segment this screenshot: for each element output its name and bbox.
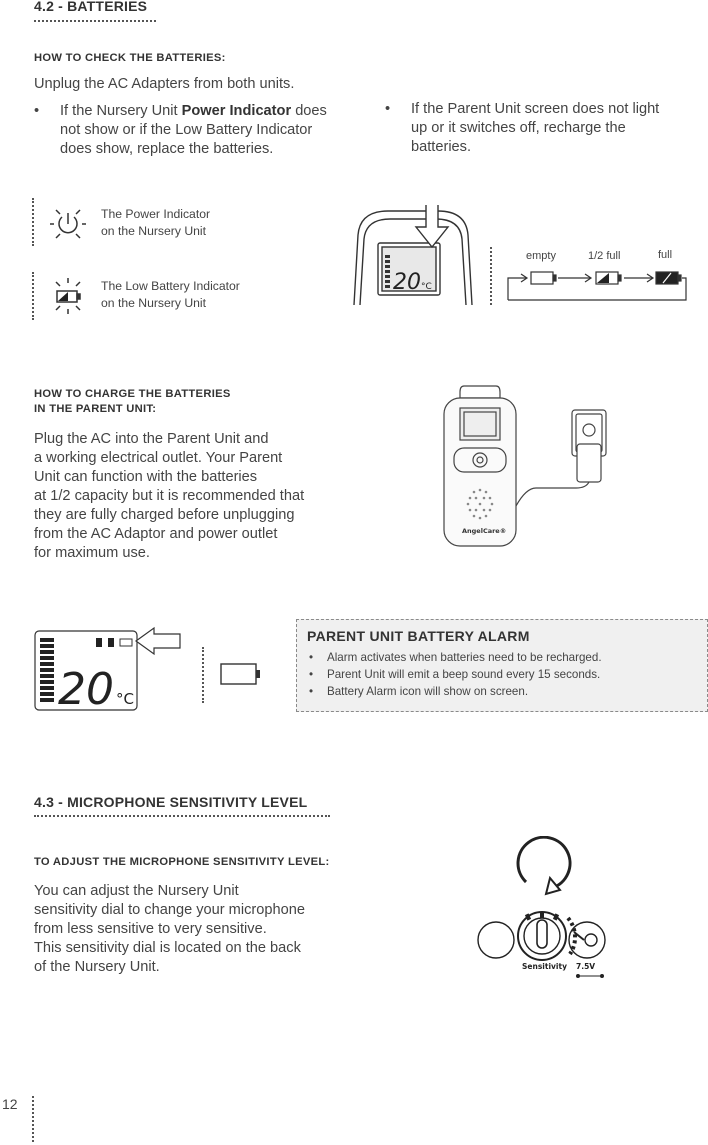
charge-heading: HOW TO CHARGE THE BATTERIES IN THE PARENT UNIT: xyxy=(34,388,231,415)
parent-unit-screen-illustration xyxy=(348,205,478,307)
bullet-item-nursery: • If the Nursery Unit Power Indicator does not show or if the Low Battery Indicator does show, replace the batteries. xyxy=(34,103,327,157)
list-item: • Parent Unit will emit a beep sound every 15 seconds. xyxy=(307,666,602,683)
list-item: • Alarm activates when batteries need to be recharged. xyxy=(307,649,602,666)
low-battery-indicator-icon xyxy=(48,276,88,316)
title-underline xyxy=(34,20,156,22)
bullet-item-parent: • If the Parent Unit screen does not light up or it switches off, recharge the batteries. xyxy=(385,101,660,155)
battery-level-full-label: full xyxy=(658,249,673,261)
battery-level-empty-label: empty xyxy=(526,250,556,262)
list-item: • Battery Alarm icon will show on screen. xyxy=(307,683,602,700)
svg-text:20: 20 xyxy=(58,664,114,714)
alarm-title: PARENT UNIT BATTERY ALARM xyxy=(307,628,530,644)
title-underline xyxy=(34,815,330,817)
parent-unit-charging-illustration xyxy=(436,380,616,550)
vertical-divider xyxy=(32,198,34,246)
battery-empty-icon xyxy=(531,272,553,284)
vertical-divider xyxy=(202,647,204,703)
charge-text: Plug the AC into the Parent Unit and a working electrical outlet. Your Parent Unit can function with the batteries at 1/2 capacity but it is recommended that they are fully charged before unplugging from the AC Adaptor and power outlet for maximum use. xyxy=(34,431,305,561)
sensitivity-dial-illustration xyxy=(470,836,620,986)
low-battery-caption: The Low Battery Indicator on the Nursery Unit xyxy=(101,279,240,310)
battery-level-half-label: 1/2 full xyxy=(588,250,621,262)
svg-text:7.5V: 7.5V xyxy=(576,962,596,971)
battery-level-diagram xyxy=(506,264,690,306)
parent-unit-display-illustration xyxy=(34,624,184,714)
svg-text:20: 20 xyxy=(393,270,421,295)
page-number: 12 xyxy=(2,1096,18,1112)
svg-text:°C: °C xyxy=(116,690,134,708)
section-title-batteries: 4.2 - BATTERIES xyxy=(34,0,148,14)
vertical-divider xyxy=(32,272,34,320)
check-batteries-heading: HOW TO CHECK THE BATTERIES: xyxy=(34,52,226,64)
battery-alarm-box xyxy=(296,619,708,712)
adjust-heading: TO ADJUST THE MICROPHONE SENSITIVITY LEVEL: xyxy=(34,856,330,868)
svg-text:°C: °C xyxy=(421,282,432,292)
svg-text:Sensitivity: Sensitivity xyxy=(522,962,567,971)
adjust-text: You can adjust the Nursery Unit sensitivity dial to change your microphone from less sensitive to very sensitive. This sensitivity dial is located on the back of the Nursery Unit. xyxy=(34,883,305,975)
unplug-text: Unplug the AC Adapters from both units. xyxy=(34,76,295,92)
section-title-microphone: 4.3 - MICROPHONE SENSITIVITY LEVEL xyxy=(34,794,308,810)
power-indicator-bold: Power Indicator xyxy=(181,103,292,119)
alarm-list xyxy=(307,649,602,700)
svg-text:AngelCare®: AngelCare® xyxy=(462,527,507,535)
vertical-divider xyxy=(32,1096,34,1142)
power-indicator-icon xyxy=(48,204,88,244)
vertical-divider xyxy=(490,247,492,305)
power-indicator-caption: The Power Indicator on the Nursery Unit xyxy=(101,207,211,238)
battery-alarm-icon xyxy=(220,663,262,685)
